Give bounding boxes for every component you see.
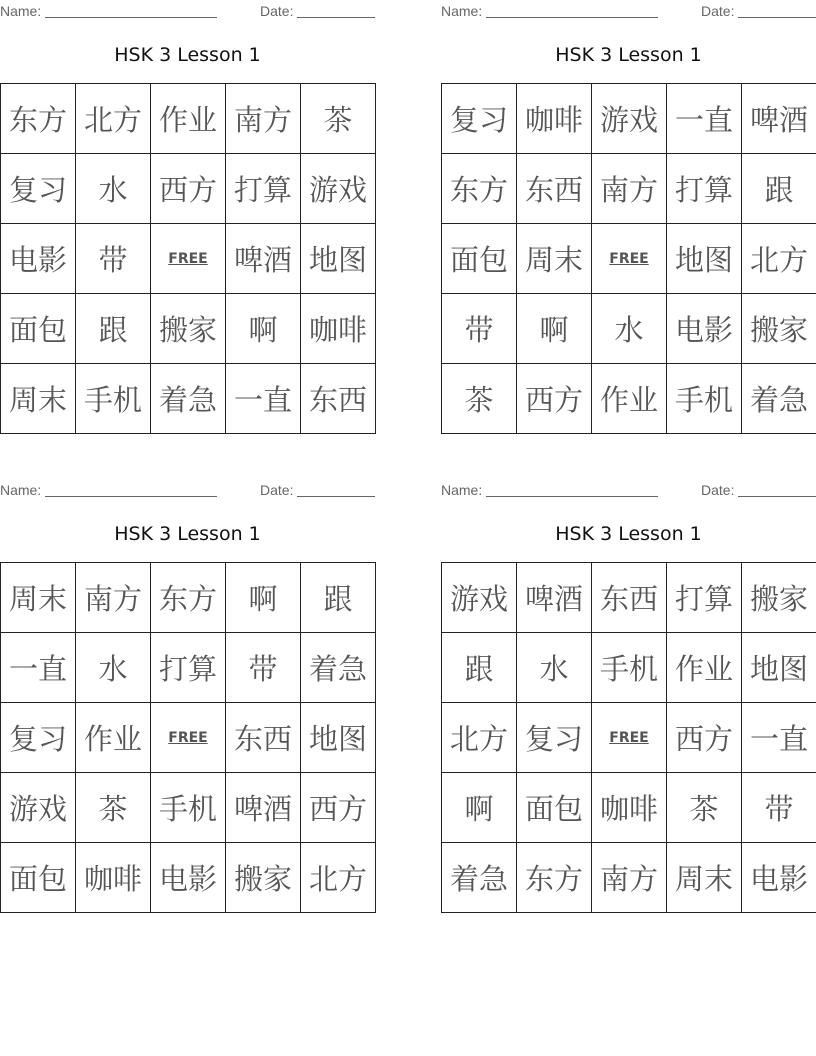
bingo-cell[interactable]: 打算 — [226, 154, 301, 224]
grid-row — [1, 294, 376, 364]
card-header — [441, 479, 816, 499]
free-space[interactable]: FREE — [151, 224, 226, 294]
bingo-cell[interactable]: 北方 — [442, 703, 517, 773]
card-title: HSK 3 Lesson 1 — [555, 44, 702, 66]
bingo-cell[interactable]: 东方 — [442, 154, 517, 224]
grid-row — [442, 633, 816, 703]
grid-row — [1, 364, 376, 434]
bingo-cell[interactable]: 东西 — [301, 364, 376, 434]
bingo-cell[interactable]: 搬家 — [742, 294, 816, 364]
bingo-cell[interactable]: 啤酒 — [742, 84, 816, 154]
grid-row — [1, 563, 376, 633]
name-field[interactable] — [45, 496, 217, 497]
bingo-cell[interactable]: 作业 — [592, 364, 667, 434]
bingo-cell[interactable]: 电影 — [667, 294, 742, 364]
bingo-cell[interactable]: 周末 — [517, 224, 592, 294]
bingo-cell[interactable]: 周末 — [1, 563, 76, 633]
date-label: Date: — [701, 482, 735, 498]
bingo-cell[interactable]: 面包 — [1, 294, 76, 364]
bingo-card — [0, 479, 375, 915]
date-label: Date: — [701, 3, 735, 19]
bingo-cell[interactable]: 啤酒 — [226, 773, 301, 843]
bingo-card — [0, 0, 375, 436]
bingo-cell[interactable]: 打算 — [667, 563, 742, 633]
bingo-cell[interactable]: 周末 — [667, 843, 742, 913]
date-field[interactable] — [738, 496, 816, 497]
bingo-cell[interactable]: 东西 — [226, 703, 301, 773]
bingo-cell[interactable]: 打算 — [667, 154, 742, 224]
bingo-cell[interactable]: 电影 — [1, 224, 76, 294]
free-space[interactable]: FREE — [592, 224, 667, 294]
bingo-cell[interactable]: 面包 — [442, 224, 517, 294]
bingo-cell[interactable]: 西方 — [667, 703, 742, 773]
bingo-card — [441, 0, 816, 436]
bingo-cell[interactable]: 周末 — [1, 364, 76, 434]
bingo-cell[interactable]: 复习 — [517, 703, 592, 773]
grid-row — [1, 703, 376, 773]
name-field[interactable] — [486, 496, 658, 497]
bingo-cell[interactable]: 南方 — [226, 84, 301, 154]
bingo-cell[interactable]: 游戏 — [1, 773, 76, 843]
bingo-cell[interactable]: 面包 — [1, 843, 76, 913]
bingo-cell[interactable]: 一直 — [226, 364, 301, 434]
bingo-cell[interactable]: 手机 — [76, 364, 151, 434]
free-space[interactable]: FREE — [592, 703, 667, 773]
date-field[interactable] — [297, 496, 375, 497]
bingo-cell[interactable]: 着急 — [442, 843, 517, 913]
bingo-cell[interactable]: 东方 — [1, 84, 76, 154]
bingo-cell[interactable]: 啤酒 — [226, 224, 301, 294]
date-label: Date: — [260, 3, 294, 19]
grid-row — [442, 84, 816, 154]
bingo-cell[interactable]: 地图 — [742, 633, 816, 703]
name-label: Name: — [0, 3, 42, 19]
date-label: Date: — [260, 482, 294, 498]
bingo-cell[interactable]: 复习 — [1, 703, 76, 773]
bingo-cell[interactable]: 北方 — [742, 224, 816, 294]
name-label: Name: — [441, 482, 483, 498]
grid-row — [442, 563, 816, 633]
grid-row — [1, 633, 376, 703]
bingo-cell[interactable]: 带 — [226, 633, 301, 703]
bingo-cell[interactable]: 复习 — [442, 84, 517, 154]
grid-row — [442, 703, 816, 773]
grid-row — [442, 294, 816, 364]
bingo-cell[interactable]: 跟 — [76, 294, 151, 364]
bingo-cell[interactable]: 搬家 — [742, 563, 816, 633]
bingo-cell[interactable]: 一直 — [1, 633, 76, 703]
bingo-cell[interactable]: 啊 — [226, 563, 301, 633]
bingo-cell[interactable]: 作业 — [667, 633, 742, 703]
bingo-cell[interactable]: 搬家 — [151, 294, 226, 364]
bingo-cell[interactable]: 着急 — [151, 364, 226, 434]
date-field[interactable] — [297, 17, 375, 18]
grid-row — [1, 843, 376, 913]
grid-row — [442, 224, 816, 294]
card-title: HSK 3 Lesson 1 — [114, 44, 261, 66]
grid-row — [442, 843, 816, 913]
bingo-cell[interactable]: 东西 — [592, 563, 667, 633]
bingo-grid — [441, 562, 816, 913]
bingo-cell[interactable]: 茶 — [301, 84, 376, 154]
bingo-cell[interactable]: 东方 — [151, 563, 226, 633]
bingo-cell[interactable]: 地图 — [667, 224, 742, 294]
bingo-cell[interactable]: 手机 — [592, 633, 667, 703]
card-header — [441, 0, 816, 20]
bingo-cell[interactable]: 东西 — [517, 154, 592, 224]
grid-row — [1, 84, 376, 154]
grid-row — [1, 224, 376, 294]
bingo-cell[interactable]: 水 — [517, 633, 592, 703]
bingo-cell[interactable]: 地图 — [301, 703, 376, 773]
bingo-cell[interactable]: 茶 — [76, 773, 151, 843]
bingo-cell[interactable]: 北方 — [76, 84, 151, 154]
grid-row — [1, 773, 376, 843]
bingo-cell[interactable]: 游戏 — [592, 84, 667, 154]
bingo-cell[interactable]: 作业 — [76, 703, 151, 773]
free-space[interactable]: FREE — [151, 703, 226, 773]
card-title: HSK 3 Lesson 1 — [114, 523, 261, 545]
bingo-cell[interactable]: 茶 — [667, 773, 742, 843]
bingo-cell[interactable]: 地图 — [301, 224, 376, 294]
bingo-cell[interactable]: 电影 — [742, 843, 816, 913]
bingo-cell[interactable]: 北方 — [301, 843, 376, 913]
name-field[interactable] — [486, 17, 658, 18]
bingo-cell[interactable]: 手机 — [667, 364, 742, 434]
bingo-cell[interactable]: 啤酒 — [517, 563, 592, 633]
bingo-cell[interactable]: 着急 — [301, 633, 376, 703]
grid-row — [442, 154, 816, 224]
bingo-cell[interactable]: 咖啡 — [592, 773, 667, 843]
card-title: HSK 3 Lesson 1 — [555, 523, 702, 545]
bingo-cell[interactable]: 西方 — [517, 364, 592, 434]
card-header — [0, 479, 375, 499]
bingo-cell[interactable]: 带 — [442, 294, 517, 364]
bingo-cell[interactable]: 茶 — [442, 364, 517, 434]
bingo-cell[interactable]: 打算 — [151, 633, 226, 703]
grid-row — [1, 154, 376, 224]
bingo-cell[interactable]: 复习 — [1, 154, 76, 224]
bingo-card — [441, 479, 816, 915]
bingo-cell[interactable]: 带 — [76, 224, 151, 294]
bingo-cell[interactable]: 着急 — [742, 364, 816, 434]
bingo-cell[interactable]: 游戏 — [442, 563, 517, 633]
bingo-cell[interactable]: 一直 — [667, 84, 742, 154]
bingo-cell[interactable]: 西方 — [151, 154, 226, 224]
bingo-cell[interactable]: 跟 — [442, 633, 517, 703]
bingo-cell[interactable]: 南方 — [76, 563, 151, 633]
bingo-cell[interactable]: 啊 — [517, 294, 592, 364]
bingo-grid — [441, 83, 816, 434]
grid-row — [442, 773, 816, 843]
bingo-cell[interactable]: 手机 — [151, 773, 226, 843]
bingo-cell[interactable]: 东方 — [517, 843, 592, 913]
card-header — [0, 0, 375, 20]
bingo-cell[interactable]: 西方 — [301, 773, 376, 843]
bingo-cell[interactable]: 电影 — [151, 843, 226, 913]
date-field[interactable] — [738, 17, 816, 18]
bingo-cell[interactable]: 水 — [76, 633, 151, 703]
bingo-cell[interactable]: 游戏 — [301, 154, 376, 224]
bingo-cell[interactable]: 咖啡 — [76, 843, 151, 913]
bingo-cell[interactable]: 咖啡 — [301, 294, 376, 364]
bingo-cell[interactable]: 作业 — [151, 84, 226, 154]
bingo-cell[interactable]: 搬家 — [226, 843, 301, 913]
name-field[interactable] — [45, 17, 217, 18]
bingo-cell[interactable]: 南方 — [592, 843, 667, 913]
bingo-cell[interactable]: 跟 — [301, 563, 376, 633]
bingo-cell[interactable]: 面包 — [517, 773, 592, 843]
name-label: Name: — [0, 482, 42, 498]
bingo-cell[interactable]: 水 — [76, 154, 151, 224]
bingo-cell[interactable]: 咖啡 — [517, 84, 592, 154]
bingo-cell[interactable]: 带 — [742, 773, 816, 843]
bingo-grid — [0, 562, 376, 913]
name-label: Name: — [441, 3, 483, 19]
bingo-grid — [0, 83, 376, 434]
bingo-cell[interactable]: 跟 — [742, 154, 816, 224]
bingo-cell[interactable]: 一直 — [742, 703, 816, 773]
bingo-cell[interactable]: 啊 — [226, 294, 301, 364]
grid-row — [442, 364, 816, 434]
bingo-cell[interactable]: 啊 — [442, 773, 517, 843]
bingo-cell[interactable]: 南方 — [592, 154, 667, 224]
bingo-cell[interactable]: 水 — [592, 294, 667, 364]
